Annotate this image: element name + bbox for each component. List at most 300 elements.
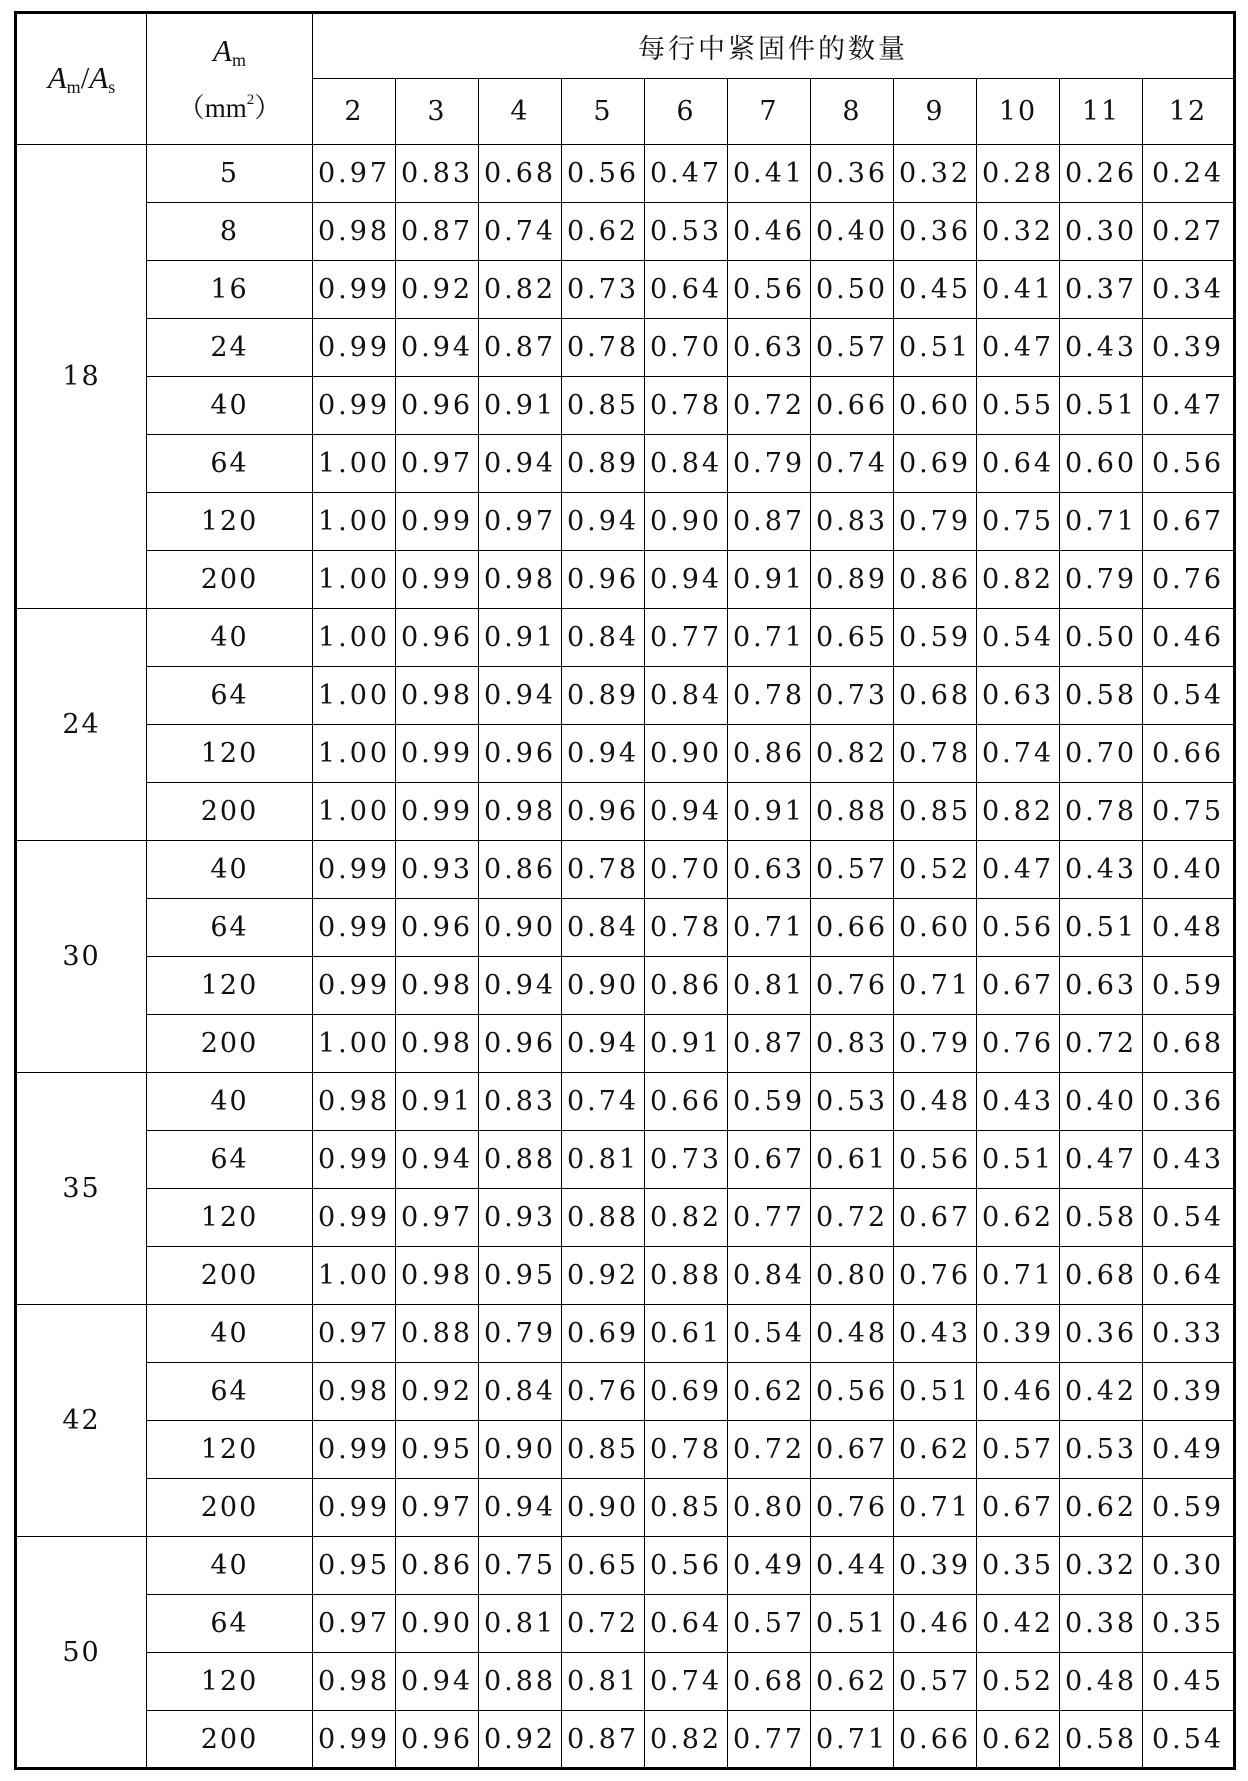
factor-value-cell: 0.66 [894, 1711, 977, 1769]
factor-value-cell: 0.89 [562, 667, 645, 725]
factor-value-cell: 0.88 [811, 783, 894, 841]
factor-value-cell: 0.87 [562, 1711, 645, 1769]
factor-value-cell: 0.59 [894, 609, 977, 667]
factor-value-cell: 0.97 [396, 1479, 479, 1537]
factor-value-cell: 0.79 [894, 1015, 977, 1073]
factor-value-cell: 0.62 [811, 1653, 894, 1711]
table-row [16, 261, 1235, 319]
factor-value-cell: 0.41 [728, 145, 811, 203]
table-row [16, 1711, 1235, 1769]
area-value-cell: 40 [147, 1537, 313, 1595]
factor-value-cell: 0.46 [977, 1363, 1060, 1421]
table-row [16, 1421, 1235, 1479]
factor-value-cell: 0.96 [396, 899, 479, 957]
factor-value-cell: 0.83 [811, 1015, 894, 1073]
factor-value-cell: 0.40 [1143, 841, 1235, 899]
factor-value-cell: 0.96 [479, 1015, 562, 1073]
factor-value-cell: 0.62 [562, 203, 645, 261]
factor-value-cell: 0.78 [562, 841, 645, 899]
factor-value-cell: 0.47 [645, 145, 728, 203]
factor-value-cell: 0.46 [1143, 609, 1235, 667]
factor-value-cell: 0.60 [1060, 435, 1143, 493]
factor-value-cell: 0.71 [894, 957, 977, 1015]
fastener-count-header: 12 [1143, 79, 1235, 145]
factor-value-cell: 0.90 [645, 493, 728, 551]
factor-value-cell: 0.32 [1060, 1537, 1143, 1595]
factor-value-cell: 0.98 [313, 203, 396, 261]
factor-value-cell: 0.82 [977, 783, 1060, 841]
area-value-cell: 8 [147, 203, 313, 261]
factor-value-cell: 0.94 [396, 319, 479, 377]
factor-value-cell: 0.86 [894, 551, 977, 609]
factor-value-cell: 0.62 [977, 1189, 1060, 1247]
factor-value-cell: 0.57 [811, 319, 894, 377]
factor-value-cell: 0.88 [562, 1189, 645, 1247]
factor-value-cell: 0.81 [562, 1131, 645, 1189]
area-value-cell: 120 [147, 725, 313, 783]
table-row [16, 841, 1235, 899]
factor-value-cell: 0.82 [811, 725, 894, 783]
factor-value-cell: 0.84 [728, 1247, 811, 1305]
factor-value-cell: 0.39 [977, 1305, 1060, 1363]
factor-value-cell: 0.63 [728, 319, 811, 377]
factor-value-cell: 0.48 [811, 1305, 894, 1363]
factor-value-cell: 0.75 [1143, 783, 1235, 841]
factor-value-cell: 0.71 [728, 899, 811, 957]
factor-value-cell: 0.43 [1143, 1131, 1235, 1189]
factor-value-cell: 0.57 [728, 1595, 811, 1653]
area-value-cell: 200 [147, 1479, 313, 1537]
factor-value-cell: 0.61 [811, 1131, 894, 1189]
table-row [16, 957, 1235, 1015]
factor-value-cell: 0.78 [645, 1421, 728, 1479]
factor-value-cell: 0.53 [811, 1073, 894, 1131]
factor-value-cell: 0.56 [811, 1363, 894, 1421]
factor-value-cell: 0.54 [728, 1305, 811, 1363]
factor-value-cell: 0.94 [396, 1653, 479, 1711]
factor-value-cell: 0.74 [811, 435, 894, 493]
table-row [16, 609, 1235, 667]
factor-value-cell: 0.72 [728, 1421, 811, 1479]
factor-value-cell: 1.00 [313, 783, 396, 841]
factor-value-cell: 0.69 [562, 1305, 645, 1363]
factor-value-cell: 0.54 [977, 609, 1060, 667]
factor-value-cell: 0.71 [728, 609, 811, 667]
factor-value-cell: 0.93 [479, 1189, 562, 1247]
area-value-cell: 64 [147, 1131, 313, 1189]
factor-value-cell: 0.56 [977, 899, 1060, 957]
table-row [16, 1595, 1235, 1653]
factor-value-cell: 0.86 [479, 841, 562, 899]
factor-value-cell: 0.50 [1060, 609, 1143, 667]
factor-value-cell: 0.98 [313, 1363, 396, 1421]
factor-value-cell: 0.84 [562, 609, 645, 667]
factor-value-cell: 0.96 [479, 725, 562, 783]
factor-value-cell: 0.85 [894, 783, 977, 841]
header-row-1 [16, 13, 1235, 79]
factor-value-cell: 0.51 [977, 1131, 1060, 1189]
factor-value-cell: 1.00 [313, 551, 396, 609]
factor-value-cell: 0.49 [1143, 1421, 1235, 1479]
area-value-cell: 40 [147, 377, 313, 435]
factor-value-cell: 0.90 [562, 1479, 645, 1537]
table-row [16, 1189, 1235, 1247]
factor-value-cell: 0.65 [811, 609, 894, 667]
area-value-cell: 200 [147, 783, 313, 841]
factor-value-cell: 0.67 [894, 1189, 977, 1247]
factor-value-cell: 0.78 [645, 377, 728, 435]
ratio-value-cell: 30 [16, 841, 147, 1073]
fastener-count-header: 5 [562, 79, 645, 145]
factor-value-cell: 0.91 [479, 609, 562, 667]
factor-value-cell: 0.73 [645, 1131, 728, 1189]
factor-value-cell: 0.68 [894, 667, 977, 725]
factor-value-cell: 0.76 [894, 1247, 977, 1305]
factor-value-cell: 0.99 [313, 1711, 396, 1769]
factor-value-cell: 0.70 [1060, 725, 1143, 783]
factor-value-cell: 0.75 [479, 1537, 562, 1595]
factor-value-cell: 0.48 [1143, 899, 1235, 957]
table-row [16, 1305, 1235, 1363]
area-value-cell: 64 [147, 1595, 313, 1653]
factor-value-cell: 0.78 [562, 319, 645, 377]
factor-value-cell: 0.62 [1060, 1479, 1143, 1537]
factor-value-cell: 0.37 [1060, 261, 1143, 319]
factor-value-cell: 1.00 [313, 1015, 396, 1073]
factor-value-cell: 0.72 [728, 377, 811, 435]
factor-value-cell: 0.99 [313, 319, 396, 377]
factor-value-cell: 0.24 [1143, 145, 1235, 203]
area-value-cell: 120 [147, 1653, 313, 1711]
factor-value-cell: 0.30 [1060, 203, 1143, 261]
factor-value-cell: 0.58 [1060, 1189, 1143, 1247]
factor-value-cell: 0.98 [396, 667, 479, 725]
factor-value-cell: 0.79 [479, 1305, 562, 1363]
factor-value-cell: 0.55 [977, 377, 1060, 435]
factor-value-cell: 0.97 [479, 493, 562, 551]
factor-value-cell: 0.51 [894, 1363, 977, 1421]
area-value-cell: 40 [147, 1073, 313, 1131]
table-row [16, 145, 1235, 203]
factor-value-cell: 0.90 [396, 1595, 479, 1653]
factor-value-cell: 0.67 [728, 1131, 811, 1189]
factor-value-cell: 0.59 [1143, 1479, 1235, 1537]
area-value-cell: 200 [147, 551, 313, 609]
table-row [16, 203, 1235, 261]
table-row [16, 377, 1235, 435]
fastener-count-header: 7 [728, 79, 811, 145]
factor-value-cell: 0.98 [479, 783, 562, 841]
factor-value-cell: 0.64 [645, 261, 728, 319]
factor-value-cell: 0.91 [728, 783, 811, 841]
factor-value-cell: 0.94 [479, 667, 562, 725]
factor-value-cell: 0.96 [562, 551, 645, 609]
factor-value-cell: 0.71 [1060, 493, 1143, 551]
factor-value-cell: 0.75 [977, 493, 1060, 551]
factor-value-cell: 0.98 [396, 957, 479, 1015]
factor-value-cell: 0.81 [479, 1595, 562, 1653]
factor-value-cell: 0.59 [1143, 957, 1235, 1015]
factor-value-cell: 0.85 [645, 1479, 728, 1537]
table-row [16, 551, 1235, 609]
ratio-value-cell: 24 [16, 609, 147, 841]
factor-value-cell: 0.44 [811, 1537, 894, 1595]
area-value-cell: 120 [147, 493, 313, 551]
factor-value-cell: 0.56 [894, 1131, 977, 1189]
factor-value-cell: 0.42 [977, 1595, 1060, 1653]
factor-value-cell: 0.85 [562, 1421, 645, 1479]
factor-value-cell: 0.83 [479, 1073, 562, 1131]
factor-value-cell: 0.82 [479, 261, 562, 319]
factor-value-cell: 0.85 [562, 377, 645, 435]
factor-value-cell: 0.63 [1060, 957, 1143, 1015]
factor-value-cell: 0.38 [1060, 1595, 1143, 1653]
factor-value-cell: 0.54 [1143, 667, 1235, 725]
factor-value-cell: 0.43 [1060, 841, 1143, 899]
area-value-cell: 24 [147, 319, 313, 377]
factor-value-cell: 0.43 [1060, 319, 1143, 377]
factor-value-cell: 0.39 [894, 1537, 977, 1595]
factor-value-cell: 0.51 [894, 319, 977, 377]
factor-value-cell: 0.77 [728, 1189, 811, 1247]
area-value-cell: 16 [147, 261, 313, 319]
factor-value-cell: 0.64 [1143, 1247, 1235, 1305]
factor-value-cell: 1.00 [313, 1247, 396, 1305]
table-row [16, 1015, 1235, 1073]
factor-value-cell: 0.99 [396, 725, 479, 783]
factor-value-cell: 0.99 [313, 841, 396, 899]
area-value-cell: 64 [147, 899, 313, 957]
factor-value-cell: 0.80 [811, 1247, 894, 1305]
factor-value-cell: 0.49 [728, 1537, 811, 1595]
factor-value-cell: 0.94 [479, 1479, 562, 1537]
factor-value-cell: 0.99 [313, 1131, 396, 1189]
factor-value-cell: 0.82 [977, 551, 1060, 609]
factor-value-cell: 0.74 [562, 1073, 645, 1131]
factor-value-cell: 0.95 [313, 1537, 396, 1595]
factor-value-cell: 0.64 [977, 435, 1060, 493]
factor-value-cell: 1.00 [313, 609, 396, 667]
factor-value-cell: 0.96 [396, 377, 479, 435]
factor-value-cell: 0.97 [313, 1595, 396, 1653]
factor-value-cell: 0.98 [313, 1073, 396, 1131]
factor-value-cell: 0.94 [479, 957, 562, 1015]
area-value-cell: 120 [147, 1189, 313, 1247]
factor-value-cell: 0.97 [396, 435, 479, 493]
factor-value-cell: 0.28 [977, 145, 1060, 203]
factor-value-cell: 0.76 [811, 1479, 894, 1537]
ratio-value-cell: 50 [16, 1537, 147, 1769]
factor-value-cell: 0.72 [1060, 1015, 1143, 1073]
factor-value-cell: 0.77 [645, 609, 728, 667]
factor-value-cell: 0.76 [1143, 551, 1235, 609]
factor-value-cell: 0.33 [1143, 1305, 1235, 1363]
factor-value-cell: 0.99 [313, 1189, 396, 1247]
factor-value-cell: 0.59 [728, 1073, 811, 1131]
ratio-value-cell: 35 [16, 1073, 147, 1305]
factor-value-cell: 0.52 [894, 841, 977, 899]
fastener-count-header: 8 [811, 79, 894, 145]
factor-value-cell: 0.99 [313, 957, 396, 1015]
factor-value-cell: 0.84 [562, 899, 645, 957]
factor-value-cell: 0.47 [977, 319, 1060, 377]
factor-value-cell: 0.54 [1143, 1711, 1235, 1769]
factor-value-cell: 0.46 [894, 1595, 977, 1653]
table-row [16, 1363, 1235, 1421]
factor-value-cell: 0.87 [728, 493, 811, 551]
factor-value-cell: 0.34 [1143, 261, 1235, 319]
factor-value-cell: 0.90 [479, 899, 562, 957]
factor-value-cell: 0.35 [1143, 1595, 1235, 1653]
factor-value-cell: 0.45 [894, 261, 977, 319]
factor-value-cell: 0.96 [396, 609, 479, 667]
factor-value-cell: 0.90 [645, 725, 728, 783]
factor-value-cell: 0.57 [811, 841, 894, 899]
factor-value-cell: 0.47 [977, 841, 1060, 899]
factor-value-cell: 0.80 [728, 1479, 811, 1537]
factor-value-cell: 0.86 [728, 725, 811, 783]
factor-value-cell: 0.84 [645, 435, 728, 493]
factor-value-cell: 0.66 [645, 1073, 728, 1131]
factor-value-cell: 0.94 [396, 1131, 479, 1189]
factor-value-cell: 0.70 [645, 319, 728, 377]
factor-value-cell: 0.79 [728, 435, 811, 493]
factor-value-cell: 1.00 [313, 725, 396, 783]
factor-value-cell: 0.39 [1143, 319, 1235, 377]
factor-value-cell: 0.74 [977, 725, 1060, 783]
table-row [16, 1247, 1235, 1305]
factor-value-cell: 0.74 [479, 203, 562, 261]
table-row [16, 493, 1235, 551]
factor-value-cell: 0.58 [1060, 1711, 1143, 1769]
ratio-column-header: $A_m/A_s$ [16, 13, 147, 145]
table-row [16, 1653, 1235, 1711]
table-body [16, 145, 1235, 1769]
factor-value-cell: 0.66 [811, 899, 894, 957]
factor-value-cell: 0.54 [1143, 1189, 1235, 1247]
factor-value-cell: 0.67 [977, 957, 1060, 1015]
factor-value-cell: 0.40 [811, 203, 894, 261]
factor-value-cell: 0.94 [479, 435, 562, 493]
factor-value-cell: 0.56 [1143, 435, 1235, 493]
factor-value-cell: 0.98 [313, 1653, 396, 1711]
factor-value-cell: 0.41 [977, 261, 1060, 319]
factor-value-cell: 0.99 [313, 261, 396, 319]
factor-value-cell: 0.92 [396, 261, 479, 319]
factor-value-cell: 0.74 [645, 1653, 728, 1711]
table-row [16, 1073, 1235, 1131]
factor-value-cell: 0.90 [479, 1421, 562, 1479]
factor-value-cell: 0.32 [977, 203, 1060, 261]
table-row [16, 1131, 1235, 1189]
area-value-cell: 64 [147, 435, 313, 493]
factor-value-cell: 0.99 [396, 493, 479, 551]
table-row [16, 435, 1235, 493]
factor-value-cell: 0.72 [562, 1595, 645, 1653]
factor-value-cell: 0.94 [562, 1015, 645, 1073]
factor-value-cell: 0.94 [562, 725, 645, 783]
factor-value-cell: 0.68 [479, 145, 562, 203]
factor-value-cell: 0.95 [396, 1421, 479, 1479]
factor-value-cell: 0.51 [811, 1595, 894, 1653]
factor-value-cell: 0.76 [811, 957, 894, 1015]
factor-value-cell: 0.48 [894, 1073, 977, 1131]
factor-value-cell: 0.97 [396, 1189, 479, 1247]
factor-value-cell: 0.88 [479, 1131, 562, 1189]
fastener-count-header: 2 [313, 79, 396, 145]
area-value-cell: 40 [147, 609, 313, 667]
factor-value-cell: 0.99 [313, 1421, 396, 1479]
factor-value-cell: 0.50 [811, 261, 894, 319]
area-column-header: $A_m$ $(mm^2)$ [147, 13, 313, 145]
factor-value-cell: 0.39 [1143, 1363, 1235, 1421]
fastener-count-header: 6 [645, 79, 728, 145]
factor-value-cell: 0.71 [977, 1247, 1060, 1305]
table-row [16, 783, 1235, 841]
factor-value-cell: 0.73 [562, 261, 645, 319]
factor-value-cell: 0.53 [1060, 1421, 1143, 1479]
factor-value-cell: 0.36 [1143, 1073, 1235, 1131]
factor-value-cell: 0.72 [811, 1189, 894, 1247]
factor-value-cell: 0.68 [1060, 1247, 1143, 1305]
factor-value-cell: 0.78 [645, 899, 728, 957]
factor-value-cell: 0.93 [396, 841, 479, 899]
factor-value-cell: 0.78 [894, 725, 977, 783]
factor-value-cell: 0.56 [728, 261, 811, 319]
table-row [16, 667, 1235, 725]
factor-value-cell: 0.36 [1060, 1305, 1143, 1363]
factor-value-cell: 0.60 [894, 899, 977, 957]
factor-value-cell: 0.88 [396, 1305, 479, 1363]
factor-value-cell: 0.68 [1143, 1015, 1235, 1073]
factor-value-cell: 0.56 [562, 145, 645, 203]
factor-value-cell: 0.98 [396, 1247, 479, 1305]
factor-value-cell: 0.92 [562, 1247, 645, 1305]
ratio-value-cell: 18 [16, 145, 147, 609]
factor-value-cell: 0.83 [811, 493, 894, 551]
factor-value-cell: 0.99 [313, 899, 396, 957]
factor-value-cell: 0.65 [562, 1537, 645, 1595]
factor-value-cell: 0.30 [1143, 1537, 1235, 1595]
factor-value-cell: 0.97 [313, 1305, 396, 1363]
factor-value-cell: 0.35 [977, 1537, 1060, 1595]
table-row [16, 725, 1235, 783]
factor-value-cell: 0.71 [894, 1479, 977, 1537]
factor-value-cell: 1.00 [313, 435, 396, 493]
factor-value-cell: 0.99 [313, 377, 396, 435]
area-value-cell: 200 [147, 1247, 313, 1305]
factor-value-cell: 0.98 [479, 551, 562, 609]
area-value-cell: 120 [147, 957, 313, 1015]
factor-value-cell: 0.86 [645, 957, 728, 1015]
factor-value-cell: 0.40 [1060, 1073, 1143, 1131]
factor-value-cell: 0.98 [396, 1015, 479, 1073]
factor-value-cell: 1.00 [313, 667, 396, 725]
factor-value-cell: 0.90 [562, 957, 645, 1015]
factor-value-cell: 0.58 [1060, 667, 1143, 725]
fastener-count-header: 9 [894, 79, 977, 145]
factor-value-cell: 0.26 [1060, 145, 1143, 203]
factor-value-cell: 0.99 [313, 1479, 396, 1537]
table-row [16, 1479, 1235, 1537]
factor-value-cell: 0.69 [645, 1363, 728, 1421]
factor-value-cell: 0.62 [977, 1711, 1060, 1769]
factor-value-cell: 0.88 [645, 1247, 728, 1305]
factor-value-cell: 0.82 [645, 1189, 728, 1247]
factor-value-cell: 0.88 [479, 1653, 562, 1711]
factor-value-cell: 0.94 [562, 493, 645, 551]
factor-value-cell: 0.68 [728, 1653, 811, 1711]
